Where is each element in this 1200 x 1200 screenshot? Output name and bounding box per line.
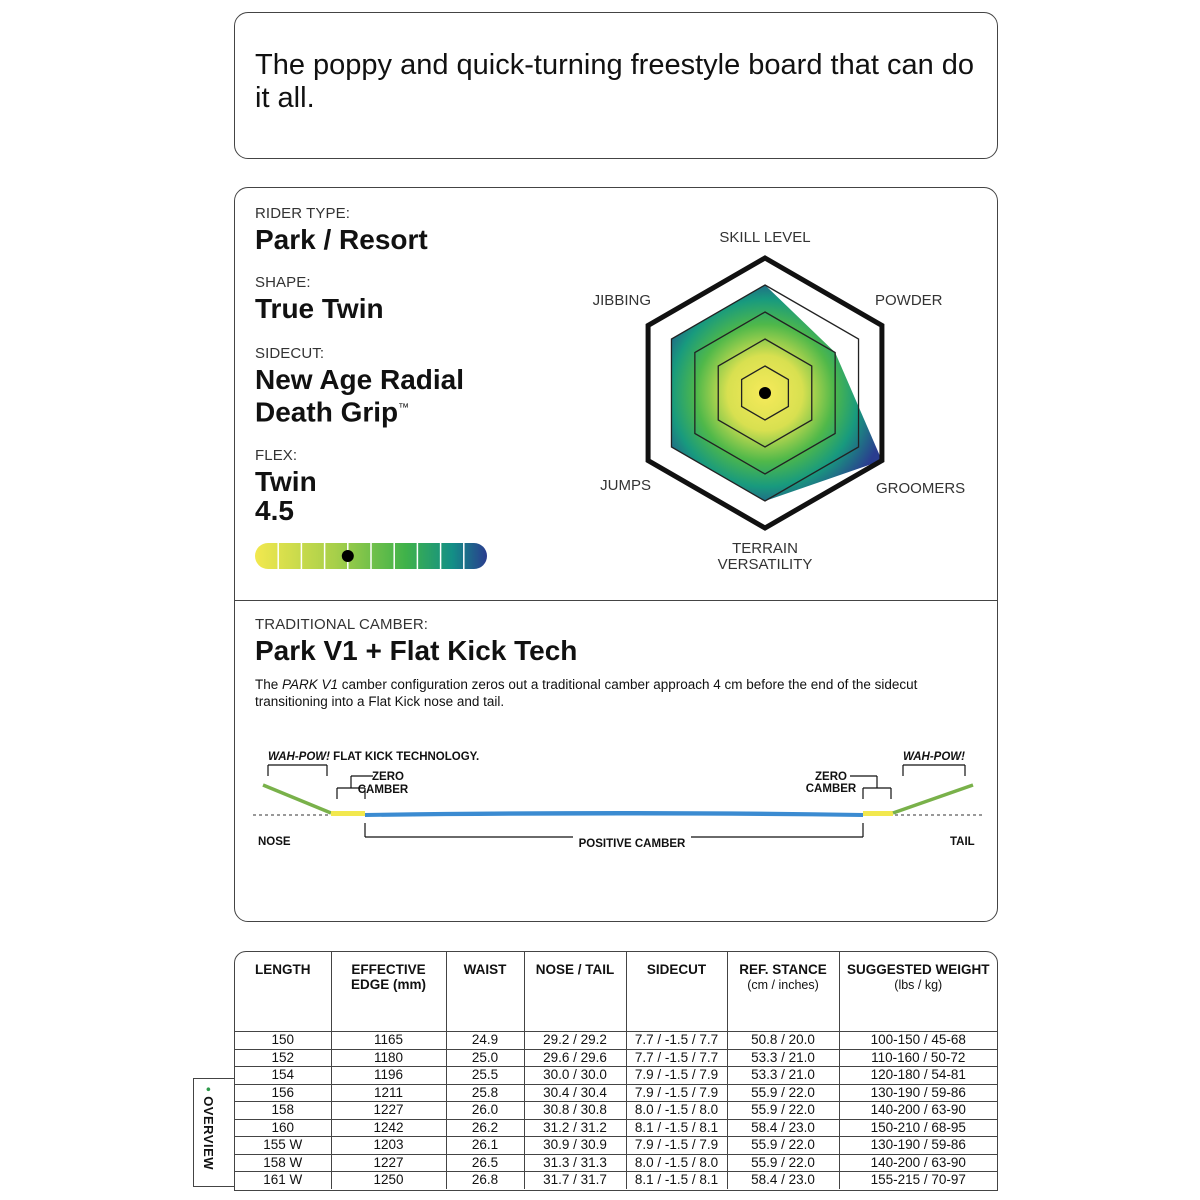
size-chart-card — [234, 951, 998, 1191]
nose-kick — [263, 785, 331, 813]
overview-dot: • — [201, 1087, 216, 1093]
table-cell: 7.9 / -1.5 / 7.9 — [626, 1067, 727, 1085]
table-cell: 31.7 / 31.7 — [524, 1172, 626, 1189]
table-cell: 120-180 / 54-81 — [839, 1067, 997, 1085]
flex-rating-marker — [342, 550, 354, 562]
axis-powder: POWDER — [875, 292, 943, 309]
table-cell: 150 — [235, 1032, 331, 1050]
tagline: The poppy and quick-turning freestyle board that can do it all. — [255, 49, 975, 114]
camber-description: The PARK V1 camber configuration zeros out a traditional camber approach 4 cm before the end of the sidecut transitioning into a Flat Kick nose and tail. — [255, 677, 918, 709]
table-cell: 1180 — [331, 1049, 446, 1067]
table-cell: 55.9 / 22.0 — [727, 1102, 839, 1120]
shape-value: True Twin — [255, 293, 384, 324]
table-cell: 26.5 — [446, 1154, 524, 1172]
table-row — [235, 1172, 997, 1189]
table-cell: 8.0 / -1.5 / 8.0 — [626, 1102, 727, 1120]
table-row — [235, 1137, 997, 1155]
table-cell: 1203 — [331, 1137, 446, 1155]
table-cell: 160 — [235, 1119, 331, 1137]
table-cell: 24.9 — [446, 1032, 524, 1050]
table-row — [235, 1049, 997, 1067]
camber-profile-diagram — [253, 743, 983, 863]
table-cell: 31.3 / 31.3 — [524, 1154, 626, 1172]
nose-label: NOSE — [258, 836, 291, 848]
table-cell: 150-210 / 68-95 — [839, 1119, 997, 1137]
trademark-symbol: ™ — [398, 402, 410, 414]
table-cell: 26.0 — [446, 1102, 524, 1120]
table-row — [235, 1102, 997, 1120]
table-cell: 55.9 / 22.0 — [727, 1137, 839, 1155]
flex-label: FLEX: — [255, 447, 298, 464]
table-cell: 30.4 / 30.4 — [524, 1084, 626, 1102]
table-cell: 130-190 / 59-86 — [839, 1084, 997, 1102]
axis-groomers: GROOMERS — [876, 480, 966, 497]
zero-camber-zone-nose — [331, 811, 365, 816]
tail-kick — [893, 785, 973, 813]
terrain-radar-chart — [575, 218, 975, 578]
table-cell: 1165 — [331, 1032, 446, 1050]
table-cell: 1227 — [331, 1154, 446, 1172]
camber-label-left: CAMBER — [357, 784, 409, 796]
table-row — [235, 1119, 997, 1137]
table-cell: 154 — [235, 1067, 331, 1085]
axis-jumps: JUMPS — [600, 477, 651, 494]
camber-label: TRADITIONAL CAMBER: — [255, 616, 429, 633]
flex-value-line2: 4.5 — [255, 495, 294, 526]
table-cell: 140-200 / 63-90 — [839, 1154, 997, 1172]
table-cell: 140-200 / 63-90 — [839, 1102, 997, 1120]
table-row — [235, 1154, 997, 1172]
table-cell: 53.3 / 21.0 — [727, 1067, 839, 1085]
table-header-row — [235, 952, 997, 1032]
table-cell: 25.5 — [446, 1067, 524, 1085]
table-cell: 152 — [235, 1049, 331, 1067]
positive-camber-label: POSITIVE CAMBER — [578, 838, 686, 850]
column-header: LENGTH — [235, 952, 331, 1032]
table-cell: 158 W — [235, 1154, 331, 1172]
table-cell: 1250 — [331, 1172, 446, 1189]
table-cell: 1211 — [331, 1084, 446, 1102]
table-cell: 1227 — [331, 1102, 446, 1120]
column-header: EFFECTIVE EDGE (mm) — [331, 952, 446, 1032]
column-header: REF. STANCE (cm / inches) — [727, 952, 839, 1032]
sidecut-label: SIDECUT: — [255, 345, 325, 362]
table-cell: 58.4 / 23.0 — [727, 1172, 839, 1189]
axis-terrain-line1: TERRAIN — [732, 540, 798, 557]
table-cell: 7.7 / -1.5 / 7.7 — [626, 1032, 727, 1050]
shape-label: SHAPE: — [255, 274, 311, 291]
zero-label-left: ZERO — [372, 771, 404, 783]
camber-label-right: CAMBER — [805, 783, 857, 795]
table-cell: 26.1 — [446, 1137, 524, 1155]
size-chart-table — [235, 952, 997, 1189]
table-cell: 29.6 / 29.6 — [524, 1049, 626, 1067]
table-cell: 31.2 / 31.2 — [524, 1119, 626, 1137]
table-cell: 30.9 / 30.9 — [524, 1137, 626, 1155]
table-cell: 29.2 / 29.2 — [524, 1032, 626, 1050]
rider-type-value: Park / Resort — [255, 224, 428, 255]
table-body — [235, 1032, 997, 1189]
flex-value-line1: Twin — [255, 466, 317, 497]
table-cell: 58.4 / 23.0 — [727, 1119, 839, 1137]
table-cell: 7.7 / -1.5 / 7.7 — [626, 1049, 727, 1067]
wah-pow-right-label: WAH-POW! — [903, 751, 965, 763]
sidecut-value-line2: Death Grip™ — [255, 396, 410, 428]
camber-title: Park V1 + Flat Kick Tech — [255, 635, 578, 666]
sidecut-value-line1: New Age Radial — [255, 364, 465, 395]
positive-camber-base — [365, 811, 863, 817]
column-header: SIDECUT — [626, 952, 727, 1032]
table-cell: 1242 — [331, 1119, 446, 1137]
table-cell: 26.8 — [446, 1172, 524, 1189]
axis-skill-level: SKILL LEVEL — [719, 229, 811, 246]
table-cell: 25.0 — [446, 1049, 524, 1067]
zero-camber-zone-tail — [863, 811, 893, 816]
table-cell: 110-160 / 50-72 — [839, 1049, 997, 1067]
table-cell: 100-150 / 45-68 — [839, 1032, 997, 1050]
table-cell: 8.1 / -1.5 / 8.1 — [626, 1119, 727, 1137]
table-cell: 155 W — [235, 1137, 331, 1155]
table-cell: 158 — [235, 1102, 331, 1120]
section-divider — [235, 600, 997, 601]
table-cell: 7.9 / -1.5 / 7.9 — [626, 1137, 727, 1155]
specs-card — [234, 187, 998, 922]
wah-pow-left-label: WAH-POW! FLAT KICK TECHNOLOGY. — [268, 751, 480, 763]
camber-desc-emphasis: PARK V1 — [282, 677, 339, 692]
column-header: NOSE / TAIL — [524, 952, 626, 1032]
table-cell: 55.9 / 22.0 — [727, 1154, 839, 1172]
table-cell: 30.8 / 30.8 — [524, 1102, 626, 1120]
axis-jibbing: JIBBING — [592, 292, 651, 309]
axis-terrain-line2: VERSATILITY — [717, 556, 813, 573]
overview-tab[interactable] — [193, 1078, 234, 1187]
table-row — [235, 1032, 997, 1050]
zero-label-right: ZERO — [815, 771, 847, 783]
table-cell: 53.3 / 21.0 — [727, 1049, 839, 1067]
flex-scale — [255, 543, 487, 569]
rider-type-label: RIDER TYPE: — [255, 205, 351, 222]
table-cell: 155-215 / 70-97 — [839, 1172, 997, 1189]
radar-center-dot — [759, 387, 771, 399]
tail-label: TAIL — [950, 836, 975, 848]
table-cell: 55.9 / 22.0 — [727, 1084, 839, 1102]
column-header: SUGGESTED WEIGHT (lbs / kg) — [846, 962, 990, 992]
table-row — [235, 1084, 997, 1102]
table-cell: 25.8 — [446, 1084, 524, 1102]
table-cell: 156 — [235, 1084, 331, 1102]
table-cell: 7.9 / -1.5 / 7.9 — [626, 1084, 727, 1102]
table-cell: 26.2 — [446, 1119, 524, 1137]
tagline-card — [234, 12, 998, 159]
table-cell: 50.8 / 20.0 — [727, 1032, 839, 1050]
table-cell: 1196 — [331, 1067, 446, 1085]
column-header: WAIST — [446, 952, 524, 1032]
table-cell: 30.0 / 30.0 — [524, 1067, 626, 1085]
table-cell: 8.0 / -1.5 / 8.0 — [626, 1154, 727, 1172]
overview-tab-label: • OVERVIEW — [201, 1087, 216, 1171]
table-cell: 130-190 / 59-86 — [839, 1137, 997, 1155]
table-cell: 8.1 / -1.5 / 8.1 — [626, 1172, 727, 1189]
table-cell: 161 W — [235, 1172, 331, 1189]
table-row — [235, 1067, 997, 1085]
radar-score-area — [671, 285, 881, 501]
